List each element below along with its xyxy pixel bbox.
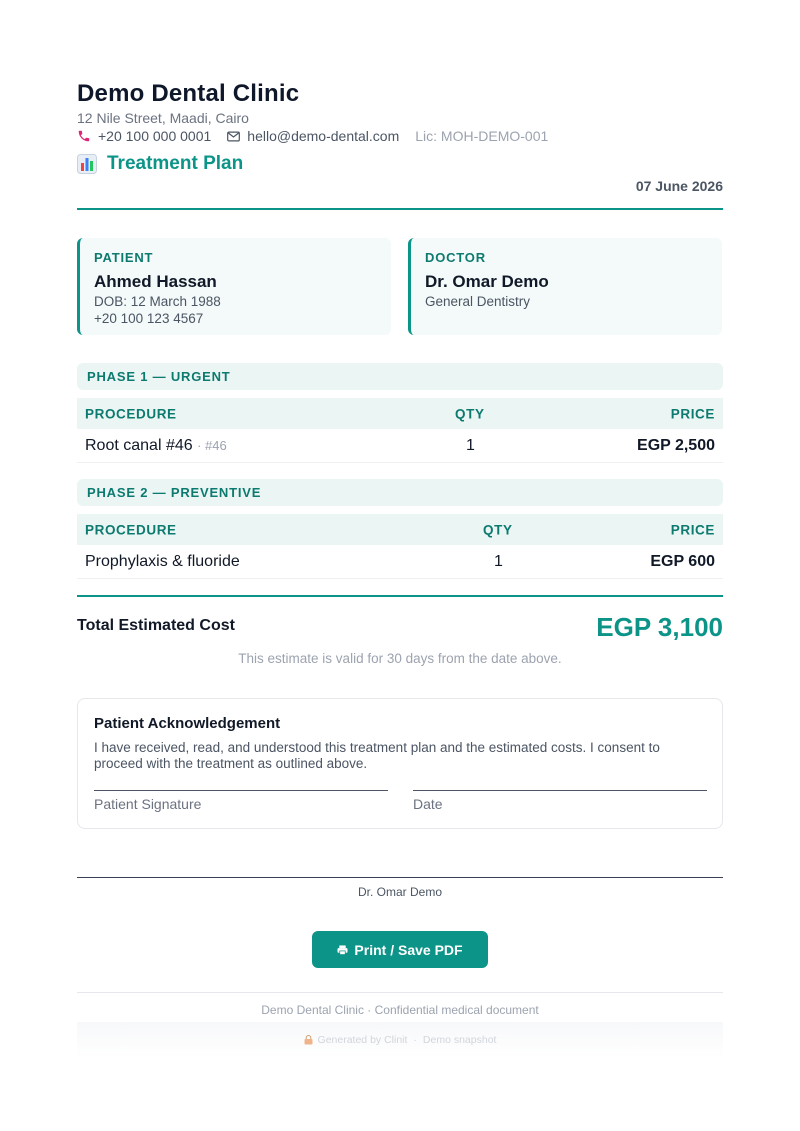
clinic-email: hello@demo-dental.com xyxy=(247,128,400,144)
patient-dob: DOB: 12 March 1988 xyxy=(94,294,221,309)
doctor-signature-line xyxy=(77,877,723,878)
generated-separator: · xyxy=(413,1034,417,1046)
procedure-cell xyxy=(85,437,227,455)
clinic-license: Lic: MOH-DEMO-001 xyxy=(415,128,549,144)
patient-label: PATIENT xyxy=(94,250,154,265)
qty-cell: 1 xyxy=(466,437,475,454)
document-title xyxy=(77,153,243,175)
doctor-signature-name: Dr. Omar Demo xyxy=(357,885,442,899)
footer-text: Demo Dental Clinic · Confidential medical document xyxy=(261,1003,539,1017)
mail-icon xyxy=(227,131,240,142)
qty-column-header: QTY xyxy=(483,522,513,537)
title-divider xyxy=(77,208,723,210)
patient-phone: +20 100 123 4567 xyxy=(94,311,204,326)
phase-2-table-header xyxy=(77,514,723,545)
patient-signature-line xyxy=(94,790,388,791)
snapshot-text: Demo snapshot xyxy=(422,1034,497,1046)
footer-divider xyxy=(77,992,723,993)
phase-1-header: PHASE 1 — URGENT xyxy=(77,363,723,390)
print-button-label: Print / Save PDF xyxy=(354,941,463,958)
clinic-address: 12 Nile Street, Maadi, Cairo xyxy=(77,110,249,126)
date-line xyxy=(413,790,707,791)
clinic-phone: +20 100 000 0001 xyxy=(98,128,212,144)
doctor-card xyxy=(408,238,722,335)
table-row xyxy=(77,430,723,463)
printer-icon xyxy=(337,945,348,955)
doctor-name: Dr. Omar Demo xyxy=(425,272,549,291)
phase-1-table-header xyxy=(77,398,723,429)
phase-2-header: PHASE 2 — PREVENTIVE xyxy=(77,479,723,506)
total-label: Total Estimated Cost xyxy=(77,617,235,634)
price-cell: EGP 600 xyxy=(650,553,715,570)
acknowledgement-text: I have received, read, and understood this treatment plan and the estimated costs. I consent to proceed with the treatment as outlined above. xyxy=(94,740,660,771)
price-column-header: PRICE xyxy=(670,522,715,537)
email-contact xyxy=(227,128,399,144)
procedure-name: Prophylaxis & fluoride xyxy=(85,553,240,570)
clinic-contact-row xyxy=(77,128,548,144)
acknowledgement-title: Patient Acknowledgement xyxy=(94,715,281,732)
procedure-name: Root canal #46 xyxy=(85,437,193,454)
acknowledgement-box xyxy=(77,698,723,829)
total-value: EGP 3,100 xyxy=(596,612,723,642)
patient-card xyxy=(77,238,391,335)
date-label: Date xyxy=(413,796,443,812)
chart-icon xyxy=(77,154,97,174)
price-column-header: PRICE xyxy=(670,406,715,421)
patient-name: Ahmed Hassan xyxy=(94,272,217,291)
tooth-number: · #46 xyxy=(197,438,227,453)
clinic-name: Demo Dental Clinic xyxy=(77,80,300,107)
validity-note: This estimate is valid for 30 days from the date above. xyxy=(238,651,562,666)
phone-icon xyxy=(77,129,91,143)
lock-icon xyxy=(304,1035,313,1045)
patient-signature-label: Patient Signature xyxy=(94,796,202,812)
qty-cell: 1 xyxy=(494,553,503,570)
generated-by-text: Generated by Clinit xyxy=(317,1034,408,1046)
procedure-column-header: PROCEDURE xyxy=(85,522,177,537)
doctor-specialty: General Dentistry xyxy=(425,294,531,309)
doctor-label: DOCTOR xyxy=(425,250,486,265)
phone-contact xyxy=(77,128,211,144)
table-row xyxy=(77,546,723,579)
document-title-text: Treatment Plan xyxy=(107,153,244,174)
print-save-pdf-button[interactable] xyxy=(312,931,488,968)
price-cell: EGP 2,500 xyxy=(637,437,715,454)
total-divider xyxy=(77,595,723,597)
qty-column-header: QTY xyxy=(455,406,485,421)
document-date: 07 June 2026 xyxy=(635,178,723,194)
procedure-column-header: PROCEDURE xyxy=(85,406,177,421)
generated-note xyxy=(77,1034,723,1046)
